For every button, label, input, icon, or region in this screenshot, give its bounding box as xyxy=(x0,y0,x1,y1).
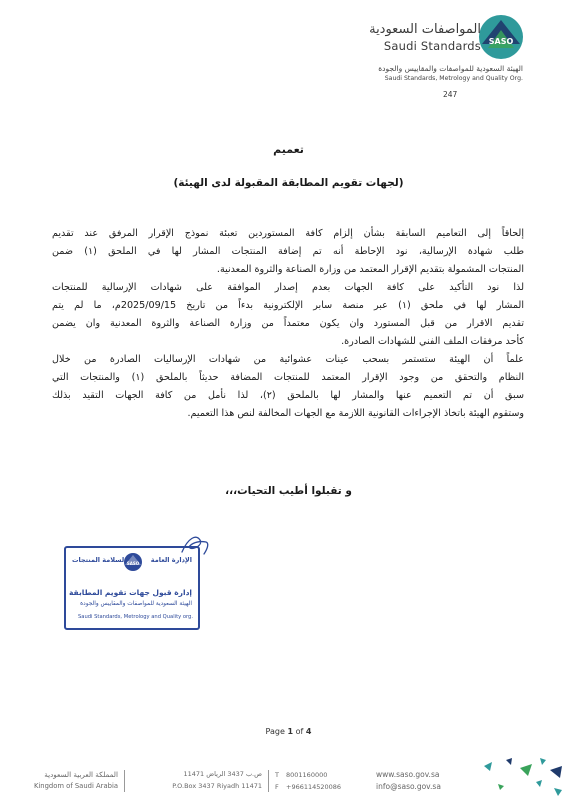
body-line: النظام والتحقق من وجود الإقرار المعتمد للمنتجات المضافة حديثاً بالملحق (١) والمنتجات التي xyxy=(52,372,524,383)
body-line: سبق أن تم التعميم عنها والمشار لها بالملحق (٢)، لذا نأمل من كافة الجهات التقيد بذلك xyxy=(52,390,524,401)
body-line: المنتجات المشمولة بتقديم الإقرار المعتمد من وزارة الصناعة والثروة المعدنية. xyxy=(216,264,524,275)
stamp-department: إدارة قبول جهات تقويم المطابقة xyxy=(69,588,192,597)
org-name-english: Saudi Standards xyxy=(383,39,481,53)
stamp-product-safety: لسلامة المنتجات xyxy=(72,556,125,564)
footer-phone-prefix: T xyxy=(275,771,279,779)
footer-pobox-arabic: ص.ب 3437 الرياض 11471 xyxy=(183,770,262,778)
document-subject: (لجهات تقويم المطابقة المقبولة لدى الهيئة) xyxy=(173,177,404,189)
footer-kingdom-arabic: المملكة العربية السعودية xyxy=(44,770,118,779)
saso-logo-icon xyxy=(478,14,524,60)
signature-icon xyxy=(178,532,212,558)
logo-text: SASO xyxy=(488,37,514,46)
reference-number: 247 xyxy=(443,90,458,99)
document-title: تعميم xyxy=(273,143,304,156)
footer-divider xyxy=(268,770,269,792)
footer-fax-prefix: F xyxy=(275,783,279,791)
footer-fax: +966114520086 xyxy=(286,783,342,791)
footer-email-link[interactable]: info@saso.gov.sa xyxy=(376,782,441,791)
stamp-org-arabic: الهيئة السعودية للمواصفات والمقاييس والجودة xyxy=(80,601,192,607)
body-line: كأحد مرفقات الملف الفني للشهادات الصادرة. xyxy=(341,336,524,347)
document-body xyxy=(52,225,524,423)
org-full-name-english: Saudi Standards, Metrology and Quality Org. xyxy=(384,75,523,82)
footer-pobox-english: P.O.Box 3437 Riyadh 11471 xyxy=(172,782,262,790)
stamp-logo-text: SASO xyxy=(126,561,140,566)
decorative-triangles-icon xyxy=(476,756,566,802)
body-line: المشار لها في ملحق (١) عبر منصة سابر الإلكترونية بدءاً من تاريخ 2025/09/15م، ما لم يتم xyxy=(52,300,524,311)
org-full-name-arabic: الهيئة السعودية للمواصفات والمقاييس والجودة xyxy=(378,64,523,73)
org-name-arabic: المواصفات السعودية xyxy=(369,22,481,37)
official-stamp xyxy=(64,546,200,630)
stamp-org-english: Saudi Standards, Metrology and Quality org. xyxy=(77,614,193,620)
page-of: of xyxy=(295,727,304,736)
body-line: لذا نود التأكيد على كافة الجهات بعدم إصدار الموافقة على شهادات الإرسالية للمنتجات xyxy=(52,282,524,293)
page-label: Page xyxy=(265,727,285,736)
stamp-logo-icon xyxy=(123,552,143,572)
footer-divider xyxy=(124,770,125,792)
body-line: وستقوم الهيئة باتخاذ الإجراءات القانونية اللازمة مع الجهات المخالفة لنص هذا التعميم. xyxy=(187,408,524,419)
footer-phone: 8001160000 xyxy=(286,771,328,779)
body-line: تقديم الاقرار من قبل المستورد وان يكون معتمداً من وزارة الصناعة والثروة المعدنية وان يضمن xyxy=(52,318,524,329)
body-line: إلحاقاً إلى التعاميم السابقة بشأن إلزام كافة المستوردين تعبئة نموذج الإقرار المرفق عند تقديم xyxy=(52,228,524,239)
closing-greeting: و تقبلوا أطيب التحيات،،، xyxy=(225,485,352,497)
body-line: علماً أن الهيئة ستستمر بسحب عينات عشوائية من شهادات الإرساليات الصادرة من خلال xyxy=(52,354,524,365)
body-line: طلب شهادة الإرسالية، نود الإحاطة أنه تم إضافة المنتجات المشار لها في الملحق (١) ضمن xyxy=(52,246,524,257)
stamp-general-admin: الإدارة العامة xyxy=(150,556,192,564)
page-current: 1 xyxy=(287,727,294,736)
footer-kingdom-english: Kingdom of Saudi Arabia xyxy=(33,782,118,790)
footer-website-link[interactable]: www.saso.gov.sa xyxy=(376,770,440,779)
page-total: 4 xyxy=(305,727,312,736)
page-number xyxy=(0,727,577,736)
